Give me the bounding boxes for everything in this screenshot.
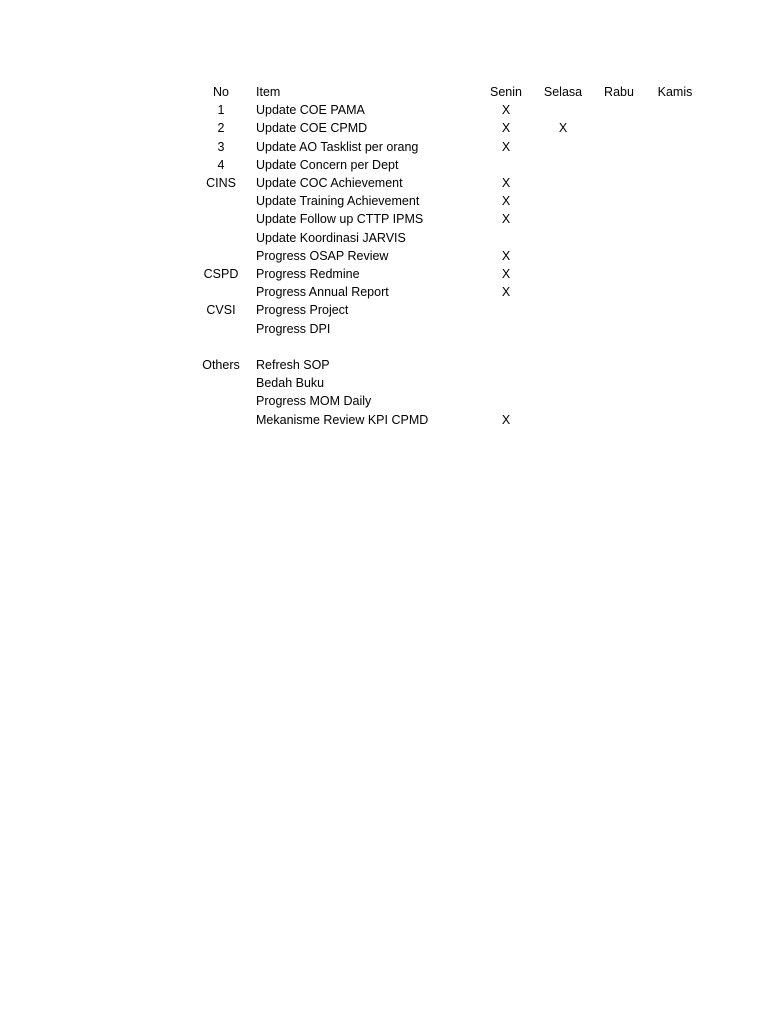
cell-senin: X <box>501 121 511 136</box>
cell-kamis <box>646 392 704 410</box>
cell-no: 1 <box>217 103 225 118</box>
cell-selasa <box>534 265 592 283</box>
cell-senin <box>478 156 534 174</box>
table-row <box>192 119 704 137</box>
cell-selasa <box>534 392 592 410</box>
cell-selasa <box>534 411 592 429</box>
cell-kamis <box>646 320 704 338</box>
cell-senin <box>478 356 534 374</box>
cell-senin <box>478 229 534 247</box>
header-kamis: Kamis <box>657 85 693 99</box>
cell-rabu <box>592 374 646 392</box>
cell-kamis <box>646 174 704 192</box>
cell-rabu <box>592 411 646 429</box>
cell-rabu <box>592 174 646 192</box>
cell-selasa <box>534 247 592 265</box>
cell-rabu <box>592 265 646 283</box>
cell-no <box>192 229 250 247</box>
cell-no <box>192 392 250 410</box>
table-row <box>192 229 704 247</box>
cell-kamis <box>646 101 704 119</box>
table-row <box>192 265 704 283</box>
task-schedule-table <box>192 83 704 429</box>
header-selasa: Selasa <box>543 85 583 99</box>
cell-selasa <box>534 374 592 392</box>
table-row <box>192 338 704 356</box>
cell-item: Progress DPI <box>256 321 331 336</box>
cell-senin: X <box>501 176 511 191</box>
cell-rabu <box>592 138 646 156</box>
cell-rabu <box>592 283 646 301</box>
cell-senin: X <box>501 248 511 263</box>
table-row <box>192 356 704 374</box>
cell-kamis <box>646 229 704 247</box>
cell-no: 4 <box>217 157 225 172</box>
cell-senin: X <box>501 267 511 282</box>
cell-item: Update COC Achievement <box>256 176 403 191</box>
cell-kamis <box>646 138 704 156</box>
cell-kamis <box>646 247 704 265</box>
cell-rabu <box>592 156 646 174</box>
cell-senin: X <box>501 412 511 427</box>
task-table-body <box>192 101 704 429</box>
header-no: No <box>213 85 229 99</box>
cell-item: Refresh SOP <box>256 358 330 373</box>
cell-rabu <box>592 229 646 247</box>
cell-no: CINS <box>206 176 236 191</box>
cell-item: Progress Redmine <box>256 267 360 282</box>
cell-item: Update Follow up CTTP IPMS <box>256 212 424 227</box>
cell-senin: X <box>501 103 511 118</box>
table-row <box>192 301 704 319</box>
cell-senin <box>478 320 534 338</box>
cell-senin: X <box>501 212 511 227</box>
header-item: Item <box>256 85 281 99</box>
cell-item: Progress OSAP Review <box>256 248 389 263</box>
cell-no <box>192 247 250 265</box>
table-row <box>192 392 704 410</box>
cell-no <box>192 283 250 301</box>
cell-senin <box>478 374 534 392</box>
cell-rabu <box>592 101 646 119</box>
cell-selasa <box>534 210 592 228</box>
cell-item: Update Concern per Dept <box>256 157 399 172</box>
cell-no <box>192 192 250 210</box>
cell-rabu <box>592 356 646 374</box>
header-row <box>192 83 704 101</box>
cell-rabu <box>592 301 646 319</box>
cell-rabu <box>592 392 646 410</box>
table-row <box>192 247 704 265</box>
cell-kamis <box>646 283 704 301</box>
cell-kamis <box>646 119 704 137</box>
cell-selasa <box>534 101 592 119</box>
cell-item: Progress Annual Report <box>256 285 389 300</box>
cell-no: Others <box>202 358 240 373</box>
cell-senin: X <box>501 139 511 154</box>
cell-selasa <box>534 301 592 319</box>
header-rabu: Rabu <box>604 85 634 99</box>
cell-rabu <box>592 338 646 356</box>
cell-selasa <box>534 156 592 174</box>
cell-selasa <box>534 174 592 192</box>
table-row <box>192 174 704 192</box>
cell-rabu <box>592 119 646 137</box>
cell-selasa <box>534 338 592 356</box>
cell-senin <box>478 392 534 410</box>
cell-selasa: X <box>558 121 568 136</box>
cell-rabu <box>592 192 646 210</box>
cell-rabu <box>592 320 646 338</box>
cell-item: Update Koordinasi JARVIS <box>256 230 406 245</box>
cell-selasa <box>534 192 592 210</box>
cell-item: Update Training Achievement <box>256 194 420 209</box>
cell-item: Update COE PAMA <box>256 103 365 118</box>
cell-no <box>192 320 250 338</box>
cell-item <box>250 338 478 356</box>
cell-no: 2 <box>217 121 225 136</box>
cell-kamis <box>646 210 704 228</box>
cell-kamis <box>646 192 704 210</box>
cell-no <box>192 374 250 392</box>
table-row <box>192 210 704 228</box>
cell-rabu <box>592 247 646 265</box>
table-row <box>192 138 704 156</box>
table-row <box>192 411 704 429</box>
table-row <box>192 101 704 119</box>
cell-senin <box>478 301 534 319</box>
cell-no: 3 <box>217 139 225 154</box>
cell-item: Mekanisme Review KPI CPMD <box>256 412 429 427</box>
table-row <box>192 156 704 174</box>
cell-senin: X <box>501 285 511 300</box>
cell-item: Update COE CPMD <box>256 121 368 136</box>
table-row <box>192 374 704 392</box>
cell-item: Bedah Buku <box>256 376 325 391</box>
cell-senin: X <box>501 194 511 209</box>
cell-selasa <box>534 138 592 156</box>
table-row <box>192 320 704 338</box>
table-row <box>192 283 704 301</box>
cell-selasa <box>534 320 592 338</box>
cell-selasa <box>534 283 592 301</box>
cell-rabu <box>592 210 646 228</box>
cell-no <box>192 338 250 356</box>
cell-no <box>192 411 250 429</box>
cell-item: Update AO Tasklist per orang <box>256 139 419 154</box>
cell-no <box>192 210 250 228</box>
cell-kamis <box>646 265 704 283</box>
header-senin: Senin <box>490 85 522 99</box>
cell-kamis <box>646 374 704 392</box>
cell-kamis <box>646 301 704 319</box>
table-row <box>192 192 704 210</box>
cell-kamis <box>646 338 704 356</box>
cell-kamis <box>646 156 704 174</box>
cell-kamis <box>646 411 704 429</box>
cell-item: Progress Project <box>256 303 349 318</box>
cell-no: CVSI <box>206 303 236 318</box>
cell-selasa <box>534 356 592 374</box>
cell-selasa <box>534 229 592 247</box>
cell-kamis <box>646 356 704 374</box>
cell-senin <box>478 338 534 356</box>
cell-no: CSPD <box>203 267 239 282</box>
cell-item: Progress MOM Daily <box>256 394 372 409</box>
